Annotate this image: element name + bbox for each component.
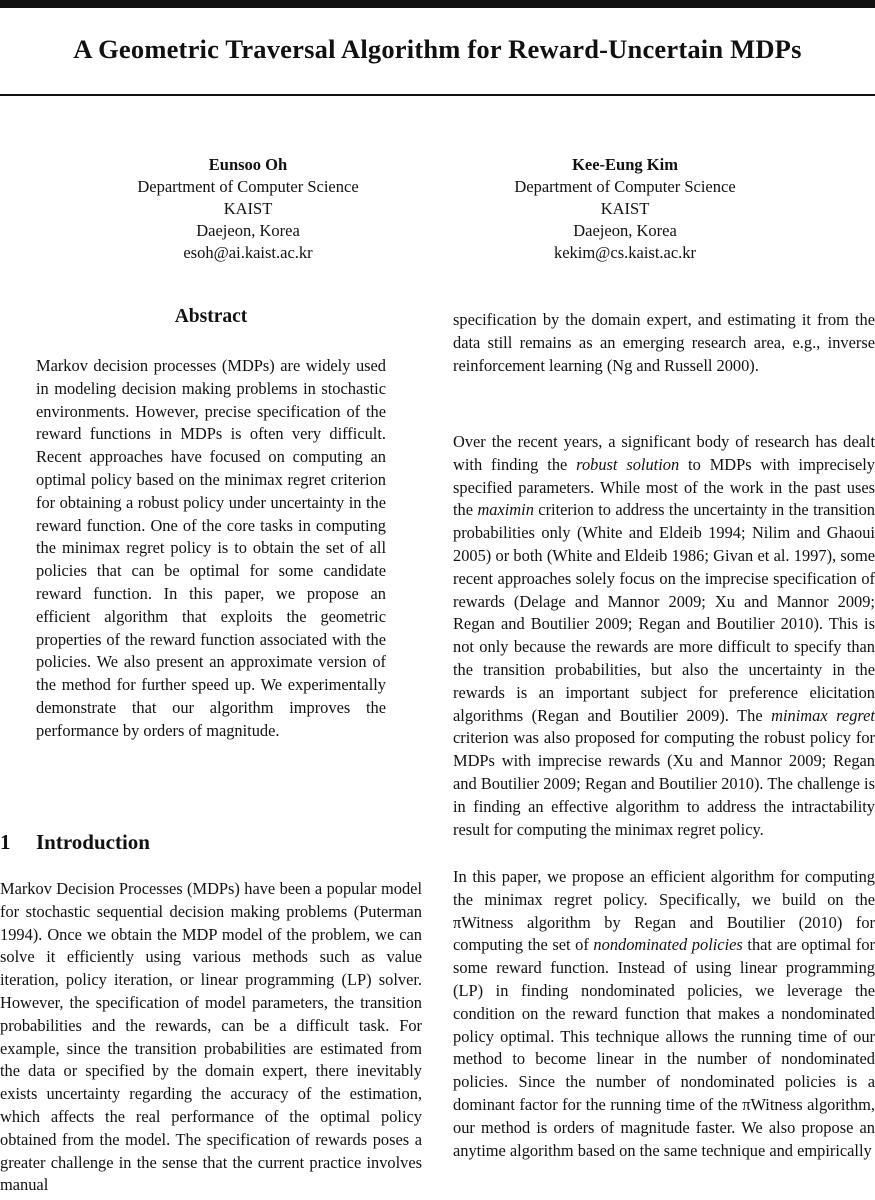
emphasis-maximin: maximin	[477, 500, 534, 520]
section-title: Introduction	[36, 830, 150, 854]
section-heading	[0, 830, 422, 855]
paragraph-text: specification by the domain expert, and estimating it from the data still remains as an emerging research area, e.g., inverse reinforcement learning (Ng and Russell 2000).	[453, 310, 875, 375]
text-run: that are optimal for some reward function. Instead of using linear programming (LP) in finding nondominated policies, we leverage the condition on the reward function that makes a nondominated policy optimal. This technique allows the running time of our method to become linear in the number of nondominated policies. Since the number of nondominated policies is a dominant factor for the running time of the πWitness algorithm, our method is orders of magnitude faster. We also propose an anytime algorithm based on the same technique and empirically	[453, 935, 875, 1160]
author-block-2	[465, 154, 785, 264]
text-run: criterion to address the uncertainty in the transition probabilities only (White and Eldeib 1994; Nilim and Ghaoui 2005) or both (White and Eldeib 1986; Givan et al. 1997), some recent approaches solely focus on the imprecise specification of rewards (Delage and Mannor 2009; Xu and Mannor 2009; Regan and Boutilier 2009; Regan and Boutilier 2010). This is not only because the rewards are more difficult to specify than the transition probabilities, but also the uncertainty in the rewards is an important subject for preference elicitation algorithms (Regan and Boutilier 2009). The	[453, 500, 875, 725]
author-email: esoh@ai.kaist.ac.kr	[183, 243, 313, 262]
paper-title: A Geometric Traversal Algorithm for Reward-Uncertain MDPs	[73, 34, 802, 64]
intro-paragraph-1	[0, 878, 422, 1197]
paragraph-text	[453, 431, 875, 841]
text-run: In this paper, we propose an efficient algorithm for computing the minimax regret policy. Specifically, we build on the πWitness algorithm by Regan and Boutilier (2010) for computing the set of	[453, 867, 875, 955]
text-run: Over the recent years, a significant body of research has dealt with finding the	[453, 432, 875, 474]
title-rule	[0, 94, 875, 96]
emphasis-minimax-regret: minimax regret	[771, 705, 875, 725]
text-run: criterion was also proposed for computing the robust policy for MDPs with imprecise rewards (Xu and Mannor 2009; Regan and Boutilier 2009; Regan and Boutilier 2010). The challenge is in finding an effective algorithm to address the intractability result for computing the minimax regret policy.	[453, 728, 875, 839]
abstract-heading: Abstract	[174, 306, 248, 327]
author-department: Department of Computer Science	[137, 177, 359, 196]
author-block-1	[88, 154, 408, 264]
author-name: Kee-Eung Kim	[572, 155, 678, 174]
right-paragraph-1	[453, 309, 875, 377]
right-paragraph-2	[453, 431, 875, 841]
section-number: 1	[0, 830, 11, 854]
author-department: Department of Computer Science	[514, 177, 736, 196]
top-rule	[0, 0, 875, 8]
abstract	[36, 355, 386, 743]
emphasis-robust-solution: robust solution	[576, 454, 680, 474]
author-location: Daejeon, Korea	[196, 221, 300, 240]
author-location: Daejeon, Korea	[573, 221, 677, 240]
author-email: kekim@cs.kaist.ac.kr	[553, 243, 697, 262]
paragraph-text: Markov Decision Processes (MDPs) have been a popular model for stochastic sequential decision making problems (Puterman 1994). Once we obtain the MDP model of the problem, we can solve it efficiently using various methods such as value iteration, policy iteration, or linear programming (LP) solver. However, the specification of model parameters, the transition probabilities and the rewards, can be a difficult task. For example, since the transition probabilities are estimated from the data or specified by the domain expert, there inevitably exists uncertainty regarding the accuracy of the estimation, which affects the real performance of the optimal policy obtained from the model. The specification of rewards poses a greater challenge in the sense that the current practice involves manual	[0, 879, 422, 1195]
author-institution: KAIST	[223, 199, 273, 218]
emphasis-nondominated-policies: nondominated policies	[593, 935, 743, 955]
author-institution: KAIST	[600, 199, 650, 218]
abstract-text: Markov decision processes (MDPs) are widely used in modeling decision making problems in stochastic environments. However, precise specification of the reward functions in MDPs is often very difficult. Recent approaches have focused on computing an optimal policy based on the minimax regret criterion for obtaining a robust policy under uncertainty in the reward function. One of the core tasks in computing the minimax regret policy is to obtain the set of all policies that can be optimal for some candidate reward function. In this paper, we propose an efficient algorithm that exploits the geometric properties of the reward function associated with the policies. We also present an approximate version of the method for further speed up. We experimentally demonstrate that our algorithm improves the performance by orders of magnitude.	[36, 356, 386, 740]
text-run: to MDPs with imprecisely specified parameters. While most of the work in the past uses the	[453, 454, 875, 520]
author-name: Eunsoo Oh	[208, 155, 288, 174]
paragraph-text	[453, 866, 875, 1162]
right-paragraph-3	[453, 866, 875, 1162]
